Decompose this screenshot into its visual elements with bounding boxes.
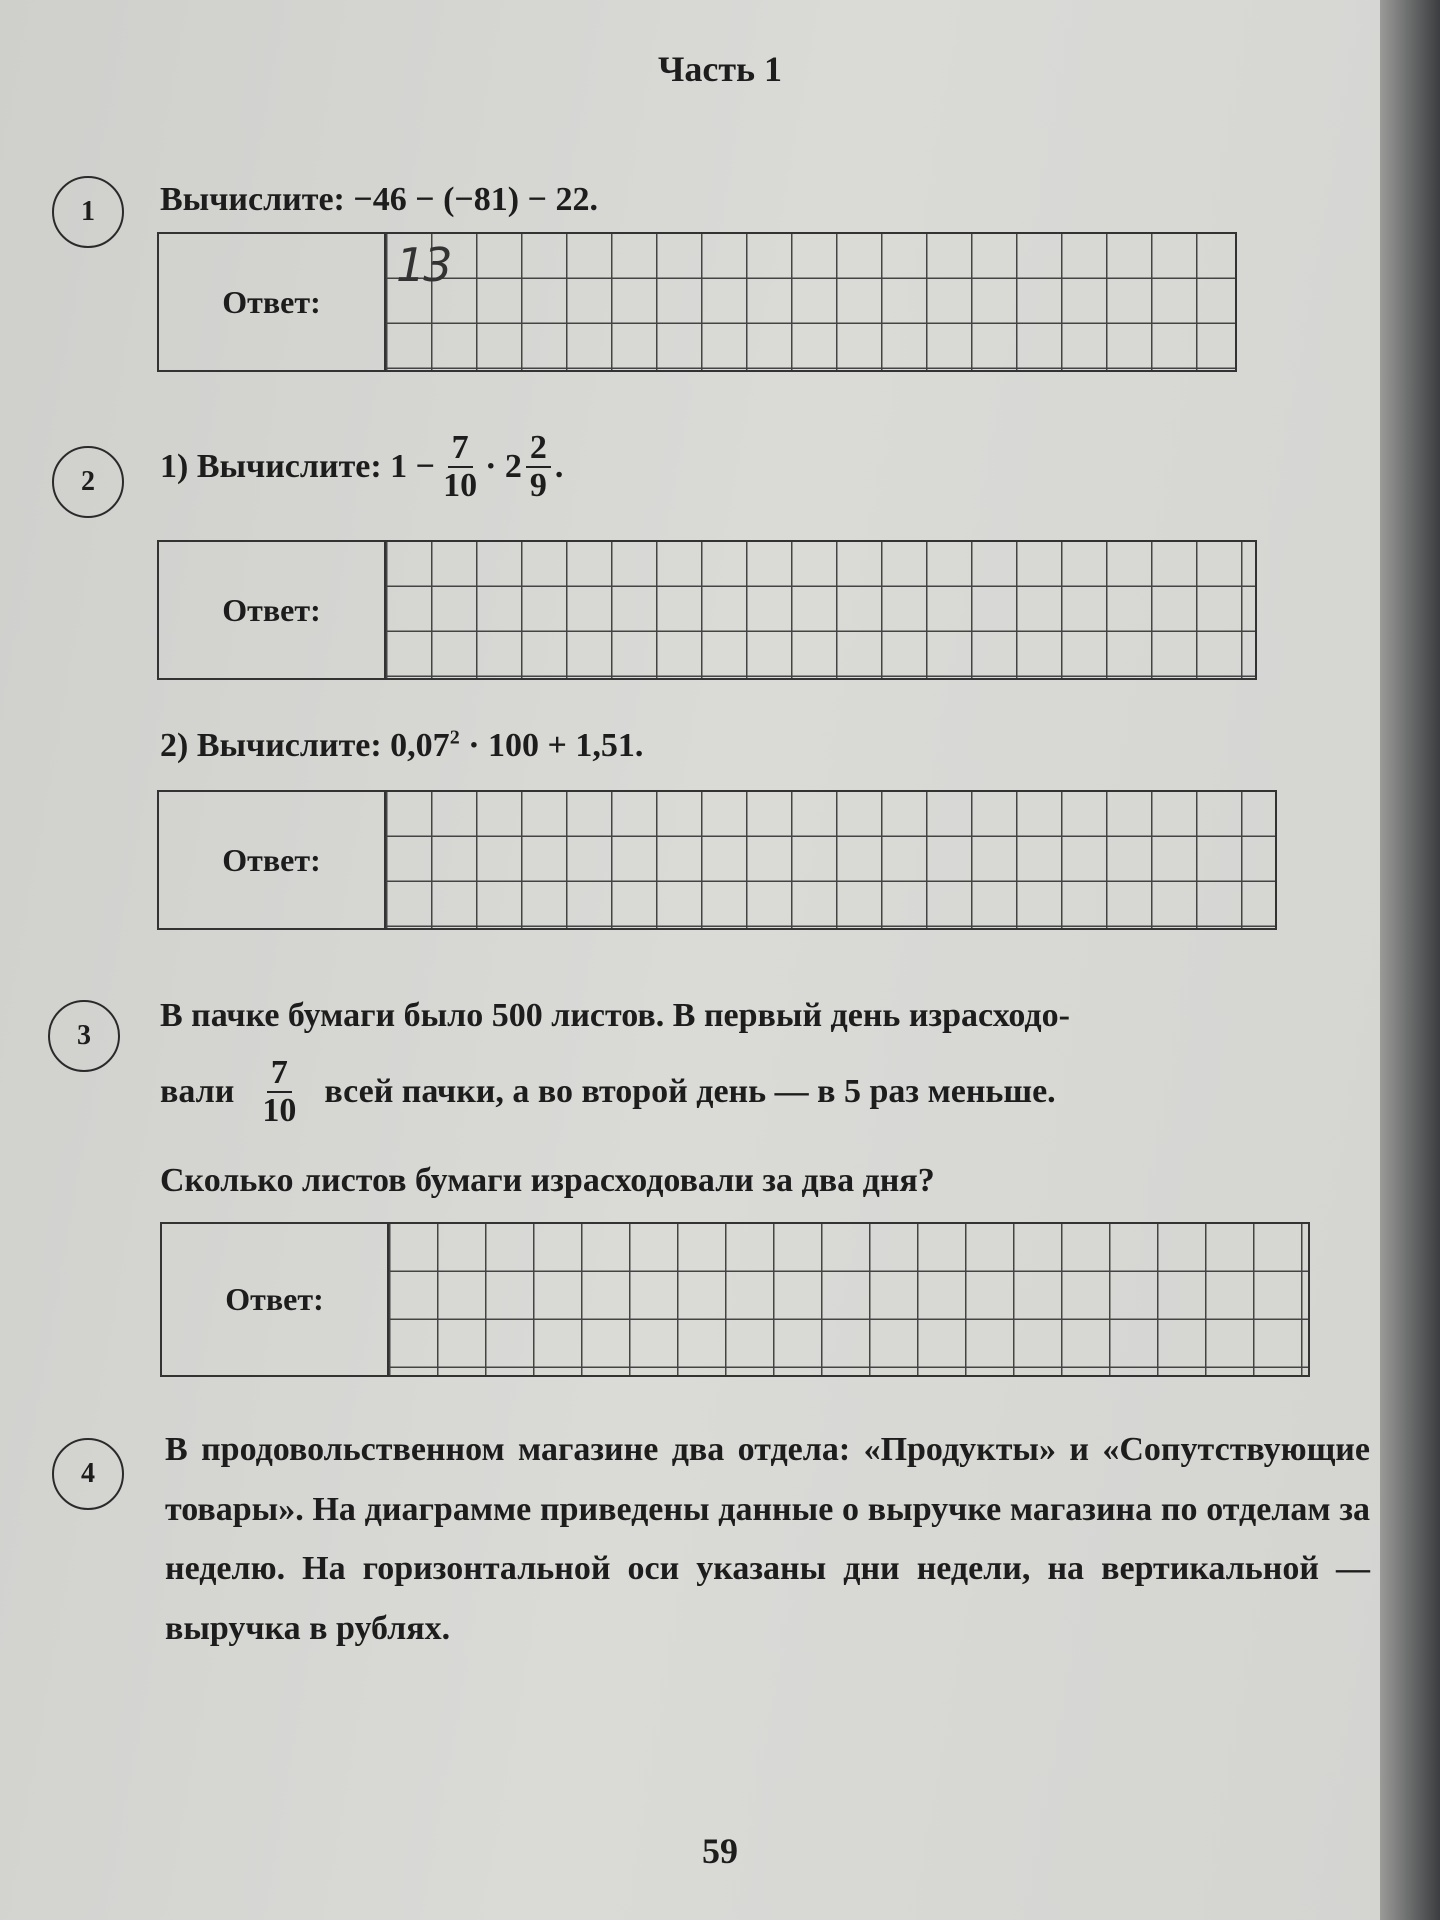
- fraction-denominator: 10: [262, 1091, 297, 1129]
- task-2-part1-prefix: 1) Вычислите: 1 −: [160, 448, 436, 486]
- answer-box-1: [157, 232, 1237, 372]
- handwritten-answer: 13: [396, 238, 451, 292]
- answer-label: Ответ:: [159, 542, 386, 678]
- task-3-line-3: Сколько листов бумаги израсходовали за два дня?: [160, 1162, 935, 1199]
- task-3-line-2-start: вали: [160, 1073, 235, 1111]
- answer-grid-2-2[interactable]: [386, 792, 1275, 928]
- fraction-numerator: 7: [267, 1055, 292, 1093]
- answer-label: Ответ:: [159, 234, 386, 370]
- answer-box-2-1: [157, 540, 1257, 680]
- task-2-part2-text: [160, 720, 643, 771]
- task-3-line-2-end: всей пачки, а во второй день — в 5 раз меньше.: [324, 1073, 1056, 1111]
- background-edge: [1380, 0, 1440, 1920]
- page-number: 59: [702, 1831, 738, 1871]
- task-4-text: В продовольственном магазине два отдела: «Продукты» и «Сопутствующие товары». На диаграмме приведены данные о выручке магазина по отделам за неделю. На горизонтальной оси указаны дни недели, на вертикальной — выручка в рублях.: [165, 1431, 1370, 1647]
- task-3-line-1: В пачке бумаги было 500 листов. В первый день израсходо-: [160, 997, 1070, 1034]
- task-2-part2-exponent: 2: [449, 726, 460, 749]
- task-number-3: 3: [48, 1000, 120, 1072]
- answer-label: Ответ:: [162, 1224, 389, 1375]
- section-heading: Часть 1: [657, 49, 783, 89]
- task-1-text: Вычислите: −46 − (−81) − 22.: [160, 181, 598, 218]
- task-number-2: 2: [52, 446, 124, 518]
- fraction-denominator: 10: [443, 466, 478, 504]
- task-number-1: 1: [52, 176, 124, 248]
- answer-box-2-2: [157, 790, 1277, 930]
- task-2-part1-mid: · 2: [485, 448, 522, 486]
- fraction-numerator: 7: [448, 430, 473, 468]
- answer-grid-2-1[interactable]: [386, 542, 1255, 678]
- task-3-line-2: [160, 1055, 1320, 1128]
- task-2-part1-text: [160, 430, 563, 503]
- answer-grid-3[interactable]: [389, 1224, 1308, 1375]
- fraction-numerator: 2: [526, 430, 551, 468]
- fraction-2-9: [526, 430, 551, 503]
- answer-box-3: [160, 1222, 1310, 1377]
- task-2-part2-base: 2) Вычислите: 0,07: [160, 727, 450, 764]
- task-number-4: 4: [52, 1438, 124, 1510]
- task-2-part1-end: .: [554, 448, 564, 486]
- fraction-7-10: [439, 430, 481, 503]
- answer-label: Ответ:: [159, 792, 386, 928]
- fraction-denominator: 9: [529, 466, 547, 504]
- task-2-part2-rest: · 100 + 1,51.: [459, 727, 644, 764]
- answer-grid-1[interactable]: [386, 234, 1235, 370]
- fraction-7-10: [258, 1055, 300, 1128]
